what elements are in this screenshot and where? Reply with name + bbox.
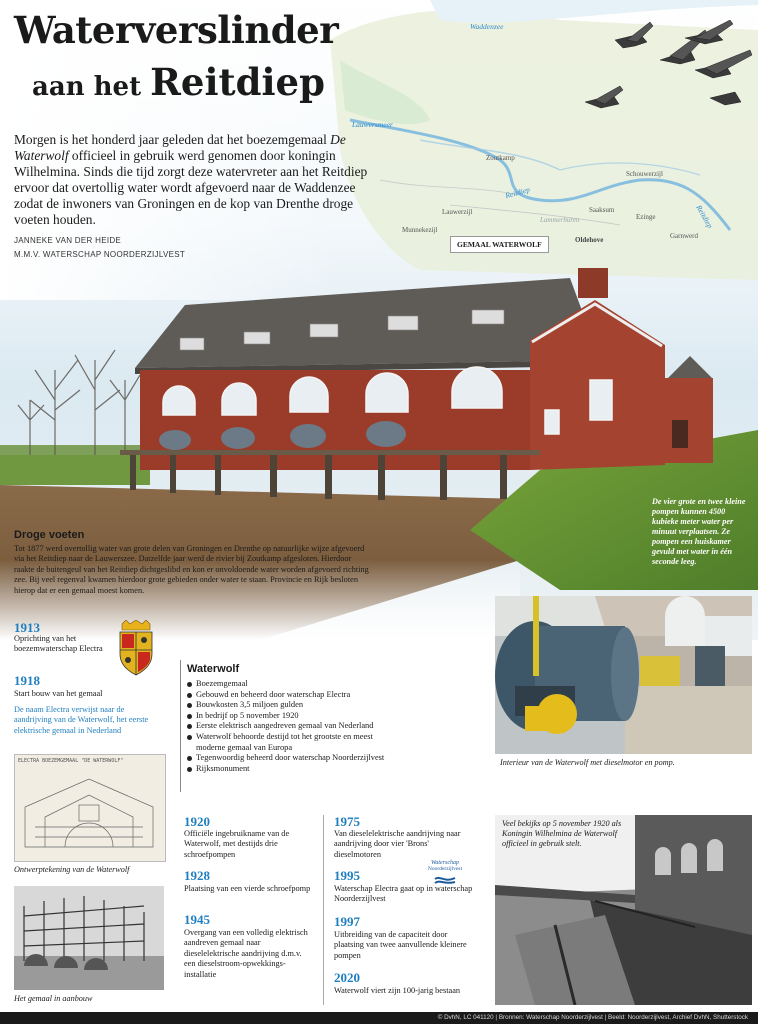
map-label-lammerburen: Lammerburen [540, 216, 580, 224]
map-label-lauwersmeer: Lauwersmeer [352, 120, 393, 129]
droge-voeten-text: Tot 1877 werd overtollig water van grote delen van Groningen en Drenthe op natuurlijke wijze afgevoerd via het Reitdiep naar de Lauwerszee. Datzelfde jaar werd de rivier bij Zoutkamp afgesloten. Hierdoor raakte de buitengeul van het Reitdiep dichtgeslibd en kon er onvoldoende water worden afgevoerd richting zee. Bij veel regenval kwamen hierdoor grote gebieden onder water te staan. Provincie en Rijk besloten hierop dat er een gemaal moest komen. [14, 544, 369, 595]
timeline-year-2020: 2020 [334, 970, 360, 985]
timeline-text-1913: Oprichting van het boezemwaterschap Electra [14, 634, 103, 654]
footer-credits [0, 1012, 758, 1024]
waterwolf-fact-item: Gebouwd en beheerd door waterschap Electra [187, 690, 402, 701]
timeline-year-1920: 1920 [184, 814, 210, 829]
intro-text-1: Morgen is het honderd jaar geleden dat het boezemgemaal [14, 132, 331, 147]
interior-photo [495, 596, 752, 754]
electra-note: De naam Electra verwijst naar de aandrijving van de Waterwolf, het eerste elektrische gemaal in Nederland [14, 705, 149, 735]
timeline-year-1995: 1995 [334, 868, 360, 883]
waterwolf-fact-item: Rijksmonument [187, 764, 402, 775]
gemaal-location-tag: GEMAAL WATERWOLF [450, 236, 549, 253]
map-label-reitdiep: Reitdiep [504, 184, 531, 201]
timeline-year-1913: 1913 [14, 620, 40, 635]
logo-line2: Noorderzijlvest [427, 866, 463, 872]
timeline-year-1918: 1918 [14, 673, 40, 688]
map-label-garnwerd: Garnwerd [670, 232, 698, 240]
timeline-divider [323, 815, 324, 1005]
intro-text-2: officieel in gebruik werd genomen door koningin Wilhelmina. Sinds die tijd zorgt deze watervreter aan het Reitdiep ervoor dat overtollig water wordt afgevoerd naar de Waddenzee zodat de inwoners van Groningen en de kop van Drenthe droge voeten houden. [14, 148, 368, 227]
timeline-text-1918: Start bouw van het gemaal [14, 689, 103, 698]
waterwolf-fact-item: Waterwolf behoorde destijd tot het grootste en meest moderne gemaal van Europa [187, 732, 402, 753]
title-small: aan het [32, 72, 142, 102]
map-label-reitdiep-2: Reitdiep [694, 203, 715, 230]
timeline-text-1997: Uitbreiding van de capaciteit door plaatsing van twee aanvullende kleinere pompen [334, 930, 467, 960]
waterwolf-fact-item: Tegenwoordig beheerd door waterschap Noorderzijlvest [187, 753, 402, 764]
construction-caption: Het gemaal in aanbouw [14, 994, 93, 1003]
waterwolf-fact-box [180, 660, 402, 792]
timeline-year-1945: 1945 [184, 912, 210, 927]
byline-author: JANNEKE VAN DER HEIDE [14, 236, 122, 245]
drawing-caption: Ontwerptekening van de Waterwolf [14, 865, 130, 874]
timeline-text-1928: Plaatsing van een vierde schroefpomp [184, 884, 311, 893]
timeline-text-1995: Waterschap Electra gaat op in waterschap Noorderzijlvest [334, 884, 473, 904]
waterwolf-fact-item: Eerste elektrisch aangedreven gemaal van Nederland [187, 721, 402, 732]
timeline-text-2020: Waterwolf viert zijn 100-jarig bestaan [334, 986, 461, 995]
design-drawing-photo [14, 754, 166, 862]
intro-italic: De Waterwolf [14, 132, 346, 163]
map-label-munnekezijl: Munnekezijl [402, 226, 438, 234]
construction-photo [14, 886, 164, 990]
byline-credit: M.M.V. WATERSCHAP NOORDERZIJLVEST [14, 250, 186, 259]
timeline-year-1997: 1997 [334, 914, 360, 929]
logo-wave-icon [434, 875, 456, 885]
page-title-line1: Waterverslinder [14, 8, 339, 52]
map-label-waddenzee: Waddenzee [470, 22, 504, 31]
opening-caption: Veel bekijks op 5 november 1920 als Koningin Wilhelmina de Waterwolf officieel in gebruik stelt. [502, 819, 622, 848]
map-label-ezinge: Ezinge [636, 213, 656, 221]
coat-of-arms-icon [116, 620, 156, 676]
geese-illustration [565, 20, 755, 120]
map-label-lauwerzijl: Lauwerzijl [442, 208, 473, 216]
drawing-title: ELECTRA BOEZEMGEMAAL "DE WATERWOLF" [18, 758, 124, 764]
intro-paragraph [14, 132, 372, 228]
logo-line1: Waterschap [430, 860, 460, 866]
section-title-droge-voeten: Droge voeten [14, 529, 85, 541]
waterwolf-fact-item: In bedrijf op 5 november 1920 [187, 711, 402, 722]
map-label-oldehove: Oldehove [575, 236, 604, 244]
timeline-text-1920: Officiële ingebruikname van de Waterwolf, met destijds drie schroefpompen [184, 829, 290, 859]
waterwolf-title: Waterwolf [187, 663, 240, 675]
title-big: Reitdiep [150, 60, 325, 104]
timeline-year-1975: 1975 [334, 814, 360, 829]
drawing-sketch [15, 767, 163, 857]
footer-text: © DvhN, LC 041120 | Bronnen: Waterschap Noorderzijlvest | Beeld: Noorderzijlvest, Archief DvhN, Shutterstock [437, 1014, 748, 1021]
map-label-saaksum: Saaksum [589, 206, 615, 214]
timeline-text-1945: Overgang van een volledig elektrisch aandreven gemaal naar dieselelektrische aandrijving d.m.v. een dieselstroom-opwekkings-installatie [184, 928, 308, 979]
map-label-schouwerzijl: Schouwerzijl [626, 170, 663, 178]
timeline-year-1928: 1928 [184, 868, 210, 883]
timeline-text-1975: Van dieselelektrische aandrijving naar aandrijving door vier 'Brons' dieselmotoren [334, 829, 461, 859]
page-title-line2 [32, 62, 325, 107]
pump-capacity-note: De vier grote en twee kleine pompen kunnen 4500 kubieke meter water per minuut verplaatsen. Ze pompen een huiskamer gevuld met water in één seconde leeg. [652, 497, 746, 566]
waterwolf-fact-item: Bouwkosten 3,5 miljoen gulden [187, 700, 402, 711]
waterwolf-fact-item: Boezemgemaal [187, 679, 402, 690]
map-label-zoutkamp: Zoutkamp [486, 154, 515, 162]
interior-caption: Interieur van de Waterwolf met dieselmotor en pomp. [500, 758, 675, 767]
noorderzijlvest-logo [420, 860, 470, 890]
waterwolf-facts-list [187, 679, 402, 774]
